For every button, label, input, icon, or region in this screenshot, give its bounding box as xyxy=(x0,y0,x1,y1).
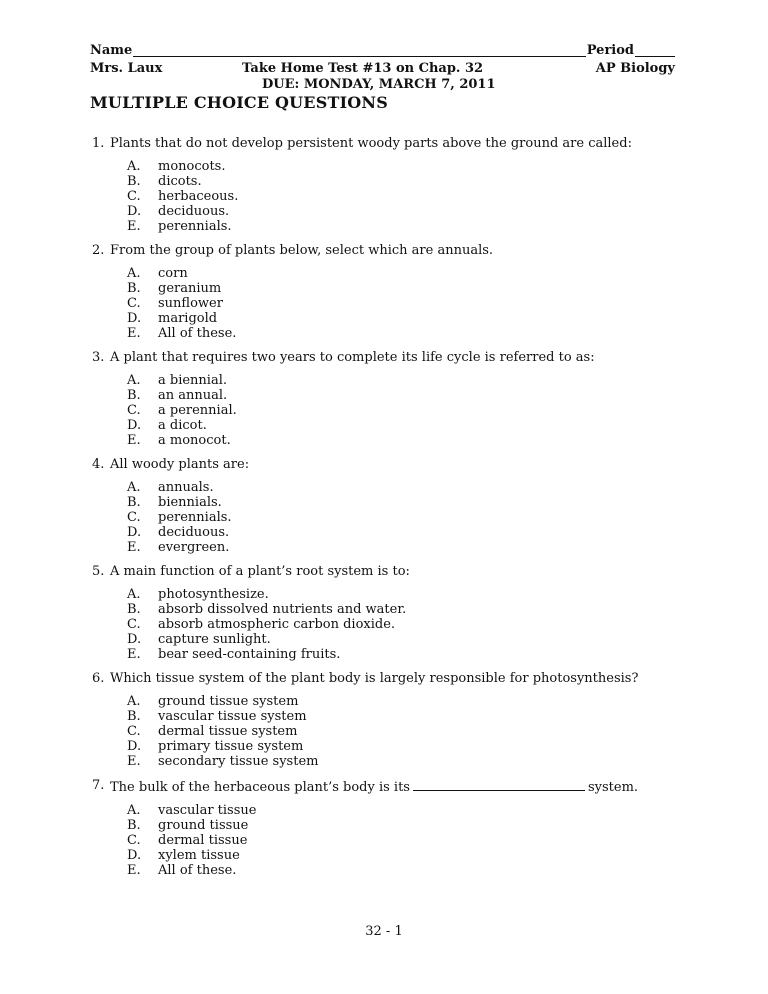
due-line xyxy=(90,77,675,93)
name-label: Name xyxy=(90,43,133,58)
question-1 xyxy=(90,136,690,234)
option-a: A. vascular tissue xyxy=(127,803,257,818)
option-d: D. xylem tissue xyxy=(127,848,240,863)
option-d: D. a dicot. xyxy=(127,418,207,433)
question-text: All woody plants are: xyxy=(110,457,250,472)
option-e: E. All of these. xyxy=(127,863,237,878)
option-c: C. perennials. xyxy=(127,510,232,525)
page-number: 32 - 1 xyxy=(365,924,403,939)
option-text: All of these. xyxy=(158,863,237,878)
question-5 xyxy=(90,564,690,662)
option-b: B. biennials. xyxy=(127,495,222,510)
option-a: A. corn xyxy=(127,266,188,281)
option-text: vascular tissue system xyxy=(158,709,307,724)
option-e: E. a monocot. xyxy=(127,433,231,448)
due-date: DUE: MONDAY, MARCH 7, 2011 xyxy=(262,77,496,92)
question-number: 1. xyxy=(92,136,105,151)
option-text: evergreen. xyxy=(158,540,230,555)
question-7 xyxy=(90,778,690,878)
question-number: 5. xyxy=(92,564,105,579)
question-number: 4. xyxy=(92,457,105,472)
question-2 xyxy=(90,243,690,341)
answer-options xyxy=(127,587,690,662)
option-d: D. primary tissue system xyxy=(127,739,304,754)
option-text: annuals. xyxy=(158,480,214,495)
answer-options xyxy=(127,803,690,878)
period-label: Period xyxy=(586,43,634,58)
option-b: B. vascular tissue system xyxy=(127,709,307,724)
option-e: E. secondary tissue system xyxy=(127,754,319,769)
option-text: dicots. xyxy=(158,174,202,189)
option-c: C. absorb atmospheric carbon dioxide. xyxy=(127,617,396,632)
option-text: absorb atmospheric carbon dioxide. xyxy=(158,617,396,632)
answer-blank xyxy=(413,778,585,791)
option-a: A. ground tissue system xyxy=(127,694,299,709)
option-text: corn xyxy=(158,266,188,281)
option-text: capture sunlight. xyxy=(158,632,271,647)
option-text: All of these. xyxy=(158,326,237,341)
option-b: B. an annual. xyxy=(127,388,228,403)
option-c: C. a perennial. xyxy=(127,403,237,418)
test-title: Take Home Test #13 on Chap. 32 xyxy=(242,61,484,76)
question-list xyxy=(90,136,690,887)
option-text: sunflower xyxy=(158,296,223,311)
option-e: E. evergreen. xyxy=(127,540,230,555)
period-blank xyxy=(635,43,675,57)
answer-options xyxy=(127,266,690,341)
course-name: AP Biology xyxy=(595,61,675,76)
name-blank xyxy=(133,43,585,57)
option-a: A. monocots. xyxy=(127,159,226,174)
question-text: Plants that do not develop persistent woody parts above the ground are called: xyxy=(110,136,632,151)
option-c: C. dermal tissue system xyxy=(127,724,298,739)
teacher-name: Mrs. Laux xyxy=(90,61,163,76)
option-text: xylem tissue xyxy=(158,848,240,863)
option-text: monocots. xyxy=(158,159,226,174)
question-text: From the group of plants below, select which are annuals. xyxy=(110,243,494,258)
answer-options xyxy=(127,373,690,448)
option-d: D. deciduous. xyxy=(127,525,230,540)
question-number: 2. xyxy=(92,243,105,258)
option-text: marigold xyxy=(158,311,218,326)
option-text: perennials. xyxy=(158,510,232,525)
question-text: The bulk of the herbaceous plant’s body is its xyxy=(110,780,410,795)
option-text: an annual. xyxy=(158,388,228,403)
option-a: A. photosynthesize. xyxy=(127,587,269,602)
option-text: a perennial. xyxy=(158,403,237,418)
option-text: vascular tissue xyxy=(158,803,257,818)
option-text: geranium xyxy=(158,281,222,296)
option-text: absorb dissolved nutrients and water. xyxy=(158,602,407,617)
question-text: A main function of a plant’s root system is to: xyxy=(110,564,410,579)
option-text: deciduous. xyxy=(158,525,230,540)
option-b: B. geranium xyxy=(127,281,222,296)
option-text: deciduous. xyxy=(158,204,230,219)
option-e: E. All of these. xyxy=(127,326,237,341)
option-text: ground tissue system xyxy=(158,694,299,709)
answer-options xyxy=(127,694,690,769)
question-text-end: system. xyxy=(587,780,639,795)
option-b: B. ground tissue xyxy=(127,818,249,833)
option-d: D. marigold xyxy=(127,311,218,326)
option-d: D. capture sunlight. xyxy=(127,632,271,647)
section-title: MULTIPLE CHOICE QUESTIONS xyxy=(90,93,388,112)
option-e: E. perennials. xyxy=(127,219,232,234)
option-text: biennials. xyxy=(158,495,222,510)
option-text: dermal tissue system xyxy=(158,724,298,739)
option-c: C. herbaceous. xyxy=(127,189,239,204)
answer-options xyxy=(127,480,690,555)
option-text: a monocot. xyxy=(158,433,231,448)
option-text: photosynthesize. xyxy=(158,587,269,602)
option-a: A. a biennial. xyxy=(127,373,227,388)
option-c: C. dermal tissue xyxy=(127,833,248,848)
option-text: bear seed-containing fruits. xyxy=(158,647,341,662)
option-text: ground tissue xyxy=(158,818,249,833)
question-4 xyxy=(90,457,690,555)
header-info-line xyxy=(90,61,675,77)
option-text: primary tissue system xyxy=(158,739,304,754)
option-text: a dicot. xyxy=(158,418,207,433)
question-text: Which tissue system of the plant body is largely responsible for photosynthesis? xyxy=(110,671,639,686)
option-e: E. bear seed-containing fruits. xyxy=(127,647,341,662)
name-period-line xyxy=(90,43,675,59)
option-text: perennials. xyxy=(158,219,232,234)
question-3 xyxy=(90,350,690,448)
question-text: A plant that requires two years to complete its life cycle is referred to as: xyxy=(110,350,595,365)
question-6 xyxy=(90,671,690,769)
question-number: 6. xyxy=(92,671,105,686)
option-text: dermal tissue xyxy=(158,833,248,848)
option-c: C. sunflower xyxy=(127,296,223,311)
question-number: 7. xyxy=(92,778,105,793)
answer-options xyxy=(127,159,690,234)
option-text: herbaceous. xyxy=(158,189,239,204)
option-b: B. absorb dissolved nutrients and water. xyxy=(127,602,407,617)
option-b: B. dicots. xyxy=(127,174,202,189)
option-text: a biennial. xyxy=(158,373,227,388)
question-number: 3. xyxy=(92,350,105,365)
option-a: A. annuals. xyxy=(127,480,214,495)
option-text: secondary tissue system xyxy=(158,754,319,769)
option-d: D. deciduous. xyxy=(127,204,230,219)
